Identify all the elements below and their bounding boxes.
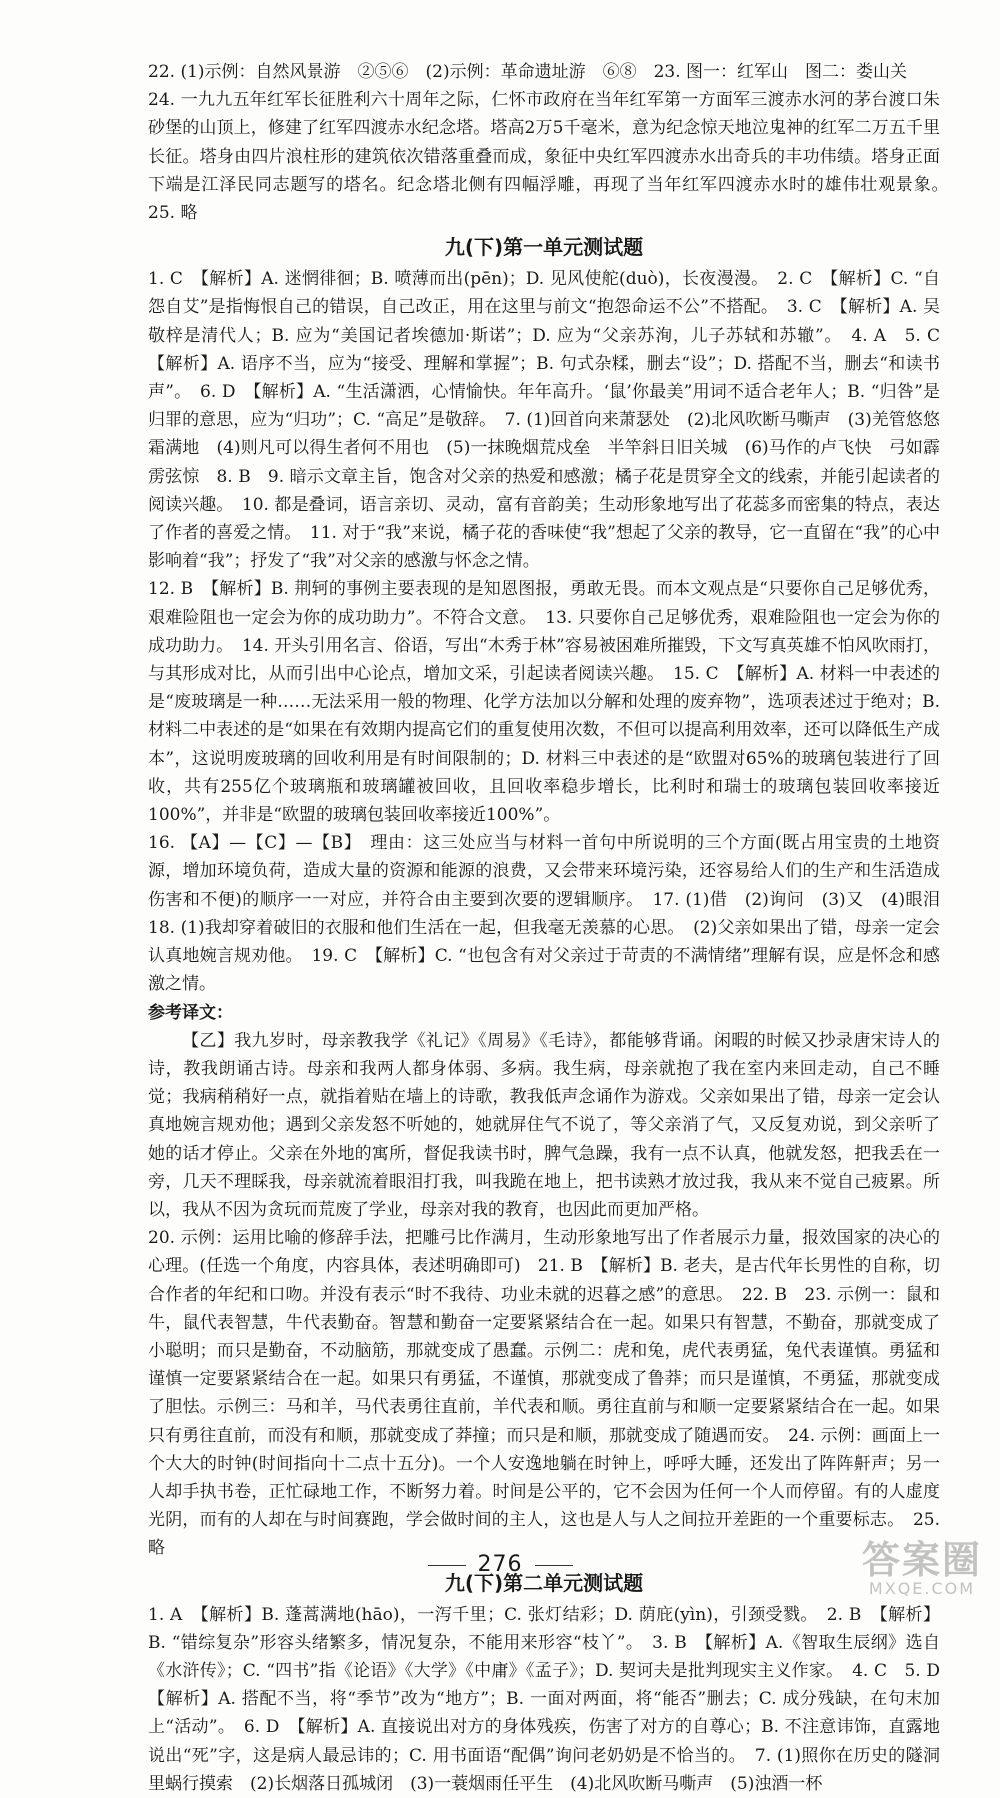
footer-dash-left <box>428 1565 466 1566</box>
reference-translation: 【乙】我九岁时，母亲教我学《礼记》《周易》《毛诗》，都能够背诵。闲暇的时候又抄录唐宋诗人的诗，教我朗诵古诗。母亲和我两人都身体弱、多病。我生病，母亲就抱了我在室内来回走动，自己不睡觉；我病稍稍好一点，就指着贴在墙上的诗歌，教我低声念诵作为游戏。父亲如果出了错，母亲一定会认真地婉言规劝他；遇到父亲发怒不听她的，她就屏住气不说了，等父亲消了气，又反复劝说，到父亲听了她的话才停止。父亲在外地的寓所，督促我读书时，脾气急躁，我有一点不认真，他就发怒，把我丢在一旁，几天不理睬我，母亲就流着眼泪打我，叫我跪在地上，把书读熟才放过我，我从来不觉自己疲累。所以，我从不因为贪玩而荒废了学业，母亲对我的教育，也因此而更加严格。 <box>148 1030 940 1220</box>
section1-answers-20-25: 20. 示例：运用比喻的修辞手法，把雕弓比作满月，生动形象地写出了作者展示力量，报效国家的决心的心理。(任选一个角度，内容具体，表述明确即可) 21. B 【解析】B. 老夫，是古代年长男性的自称，切合作者的年纪和口吻。并没有表示“时不我待、功业未就的迟暮之感”的意思。 22. B 23. 示例一：鼠和牛，鼠代表智慧，牛代表勤奋。智慧和勤奋一定要紧紧结合在一起。如果只有智慧，不勤奋，那就变成了小聪明；而只是勤奋，不动脑筋，那就变成了愚蠢。示例二：虎和兔，虎代表勇猛，兔代表谨慎。勇猛和谨慎一定要紧紧结合在一起。如果只有勇猛，不谨慎，那就变成了鲁莽；而只是谨慎，不勇猛，那就变成了胆怯。示例三：马和羊，马代表勇往直前，羊代表和顺。勇往直前与和顺一定要紧紧结合在一起。如果只有勇往直前，而没有和顺，那就变成了莽撞；而只是和顺，那就变成了随遇而安。 24. 示例：画面上一个大大的时钟(时间指向十二点十五分)。一个人安逸地躺在时钟上，呼呼大睡，还发出了阵阵鼾声；另一人却手执书卷，正忙碌地工作，不断努力着。时间是公平的，它不会因为任何一个人而停留。有的人虚度光阴，而有的人却在与时间赛跑，学会做时间的主人，这也是人与人之间拉开差距的一个重要标志。 25. 略 <box>148 1228 940 1559</box>
section1-answers-1-11: 1. C 【解析】A. 迷惘徘徊；B. 喷薄而出(pēn)；D. 见风使舵(duò)，长夜漫漫。 2. C 【解析】C. “自怨自艾”是指悔恨自己的错误，自己改正，用在这里与前文“抱怨命运不公”不搭配。 3. C 【解析】A. 吴敬梓是清代人；B. 应为“美国记者埃德加·斯诺”；D. 应为“父亲苏洵，儿子苏轼和苏辙”。 4. A 5. C 【解析】A. 语序不当，应为“接受、理解和掌握”；B. 句式杂糅，删去“设”；D. 搭配不当，删去“和读书声”。 6. D 【解析】A. “生活潇洒，心情愉快。年年高升。‘鼠’你最美”用词不适合老年人；B. “归咎”是归罪的意思，应为“归功”；C. “高足”是敬辞。 7. (1)回首向来萧瑟处 (2)北风吹断马嘶声 (3)羌管悠悠霜满地 (4)则凡可以得生者何不用也 (5)一抹晚烟荒戍垒 半竿斜日旧关城 (6)马作的卢飞快 弓如霹雳弦惊 8. B 9. 暗示文章主旨，饱含对父亲的热爱和感激；橘子花是贯穿全文的线索，并能引起读者的阅读兴趣。 10. 都是叠词，语言亲切、灵动，富有音韵美；生动形象地写出了花蕊多而密集的特点，表达了作者的喜爱之情。 11. 对于“我”来说，橘子花的香味使“我”想起了父亲的教导，它一直留在“我”的心中影响着“我”；抒发了“我”对父亲的感激与怀念之情。 <box>148 269 957 572</box>
section1-answers-12-15: 12. B 【解析】B. 荆轲的事例主要表现的是知恩图报，勇敢无畏。而本文观点是“只要你自己足够优秀，艰难险阻也一定会为你的成功助力”。不符合文意。 13. 只要你自己足够优秀，艰难险阻也一定会为你的成功助力。 14. 开头引用名言、俗语，写出“木秀于林”容易被困难所摧毁，下文写真英雄不怕风吹雨打，与其形成对比，从而引出中心论点，增加文采，引起读者阅读兴趣。 15. C 【解析】A. 材料一中表述的是“废玻璃是一种……无法采用一般的物理、化学方法加以分解和处理的废弃物”，选项表述过于绝对；B. 材料二中表述的是“如果在有效期内提高它们的重复使用次数，不但可以提高利用效率，还可以降低生产成本”，这说明废玻璃的回收利用是有时间限制的；D. 材料三中表述的是“欧盟对65%的玻璃包装进行了回收，共有255亿个玻璃瓶和玻璃罐被回收，且回收率稳步增长，比利时和瑞士的玻璃包装回收率接近100%”，并非是“欧盟的玻璃包装回收率接近100%”。 <box>148 579 940 826</box>
section2-title: 九(下)第二单元测试题 <box>444 1570 644 1595</box>
intro-answer-24: 24. 一九九五年红军长征胜利六十周年之际，仁怀市政府在当年红军第一方面军三渡赤水河的茅台渡口朱砂堡的山顶上，修建了红军四渡赤水纪念塔。塔高2万5千毫米，意为纪念惊天地泣鬼神的红军二万五千里长征。塔身由四片浪柱形的建筑依次错落重叠而成，象征中央红军四渡赤水出奇兵的丰功伟绩。塔身正面下端是江泽民同志题写的塔名。纪念塔北侧有四幅浮雕，再现了当年红军四渡赤水时的雄伟壮观景象。 25. 略 <box>148 90 957 224</box>
section2-answers-1-7: 1. A 【解析】B. 蓬蒿满地(hāo)，一泻千里；C. 张灯结彩；D. 荫庇(yìn)，引颈受戮。 2. B 【解析】B. “错综复杂”形容头绪繁多，情况复杂，不能用来形容“枝丫”。 3. B 【解析】A.《智取生辰纲》选自《水浒传》；C. “四书”指《论语》《大学》《中庸》《孟子》；D. 契诃夫是批判现实主义作家。 4. C 5. D 【解析】A. 搭配不当，将“季节”改为“地方”；B. 一面对两面，将“能否”删去；C. 成分残缺，在句末加上“活动”。 6. D 【解析】A. 直接说出对方的身体残疾，伤害了对方的自尊心；B. 不注意讳饰，直露地说出“死”字，这是病人最忌讳的；C. 用书面语“配偶”询问老奶奶是不恰当的。 7. (1)照你在历史的隧洞里蜗行摸索 (2)长烟落日孤城闭 (3)一蓑烟雨任平生 (4)北风吹断马嘶声 (5)浊酒一杯 <box>148 1604 957 1794</box>
page-footer <box>0 1552 1000 1577</box>
section1-answers-16-19: 16. 【A】—【C】—【B】 理由：这三处应当与材料一首句中所说明的三个方面(既占用宝贵的土地资源，增加环境负荷，造成大量的资源和能源的浪费，又会带来环境污染，还容易给人们的生产和生活造成伤害和不便)的顺序一一对应，并符合由主要到次要的逻辑顺序。 17. (1)借 (2)询问 (3)又 (4)眼泪 18. (1)我却穿着破旧的衣服和他们生活在一起，但我毫无羡慕的心思。 (2)父亲如果出了错，母亲一定会认真地婉言规劝他。 19. C 【解析】C. “也包含有对父亲过于苛责的不满情绪”理解有误，应是怀念和感激之情。 <box>148 833 957 995</box>
intro-answers-22-23: 22. (1)示例：自然风景游 ②⑤⑥ (2)示例：革命遗址游 ⑥⑧ 23. 图一：红军山 图二：娄山关 <box>148 62 908 82</box>
watermark-sub-text: MXQE.COM <box>868 1579 976 1598</box>
watermark-main-text: 答案圈 <box>861 1538 982 1582</box>
section1-title: 九(下)第一单元测试题 <box>444 235 644 260</box>
page-number: 276 <box>477 1552 523 1577</box>
footer-dash-right <box>535 1565 573 1566</box>
page-content <box>148 58 957 1798</box>
watermark-logo <box>862 1540 982 1598</box>
reference-translation-label: 参考译文： <box>148 1002 233 1023</box>
